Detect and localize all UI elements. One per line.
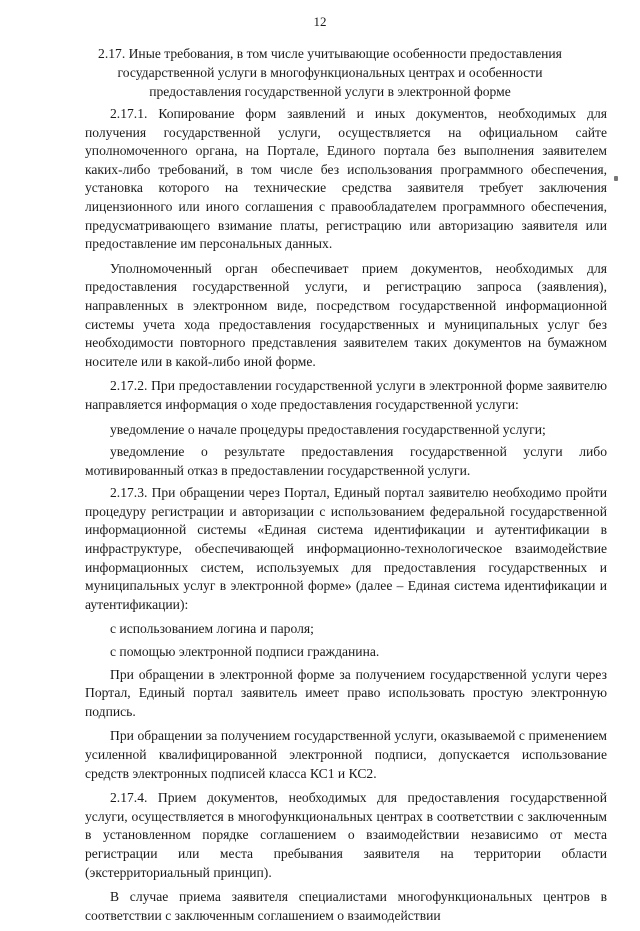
document-body <box>85 105 607 931</box>
list-item-login-password: с использованием логина и пароля; <box>110 621 314 637</box>
paragraph-2-17-1: 2.17.1. Копирование форм заявлений и иных документов, необходимых для получения государственной услуги, осуществляется на официальном сайте уполномоченного органа, на Портале, Единого портала без выполнения заявителем каких-либо требований, в том числе без использования программного обеспечения, установка которого на технические средства заявителя требует заключения лицензионного или иного соглашения с правообладателем программного обеспечения, предусматривающего взимание платы, регистрацию или авторизацию заявителя или предоставление им персональных данных. <box>85 106 607 252</box>
paragraph-qualified-signature: При обращении за получением государственной услуги, оказываемой с применением усиленной квалифицированной электронной подписи, допускается использование средств электронных подписей класса КС1 и КС2. <box>85 728 607 781</box>
paragraph-simple-signature: При обращении в электронной форме за получением государственной услуги через Портал, Единый портал заявитель имеет право использовать простую электронную подпись. <box>85 666 607 719</box>
paragraph-2-17-3: 2.17.3. При обращении через Портал, Единый портал заявителю необходимо пройти процедуру регистрации и авторизации с использованием федеральной государственной информационной системы «Единая система идентификации и аутентификации в инфраструктуре, обеспечивающей информационно-технологическое взаимодействие информационных систем, используемых для предоставления государственных и муниципальных услуг в электронной форме» (далее – Единая система идентификации и аутентификации): <box>85 485 607 612</box>
paragraph-mfc-reception: В случае приема заявителя специалистами многофункциональных центров в соответствии с заключенным соглашением о взаимодействии <box>85 889 607 923</box>
paragraph-2-17-2: 2.17.2. При предоставлении государственной услуги в электронной форме заявителю направляется информация о ходе предоставления государственной услуги: <box>85 378 607 412</box>
list-item-result-notification: уведомление о результате предоставления государственной услуги либо мотивированный отказ в предоставлении государственной услуги. <box>85 444 607 478</box>
list-item-start-notification: уведомление о начале процедуры предоставления государственной услуги; <box>110 421 546 437</box>
scan-mark <box>614 176 618 181</box>
paragraph-authority-reception: Уполномоченный орган обеспечивает прием документов, необходимых для предоставления государственной услуги, и регистрацию запроса (заявления), направленных в электронном виде, посредством государственной информационной системы учета хода предоставления государственных и муниципальных услуг без необходимости повторного представления заявителем таких документов на бумажном носителе или в какой-либо иной форме. <box>85 260 607 369</box>
paragraph-2-17-4: 2.17.4. Прием документов, необходимых для предоставления государственной услуги, осуществляется в многофункциональных центрах в соответствии с заключенным в установленном порядке соглашением о взаимодействии независимо от места регистрации или места пребывания заявителя на территории области (экстерриториальный принцип). <box>85 790 607 880</box>
section-heading: 2.17. Иные требования, в том числе учитывающие особенности предоставления государственной услуги в многофункциональных центрах и особенности предоставления государственной услуги в электронной форме <box>98 46 562 99</box>
page-number: 12 <box>313 14 327 29</box>
list-item-electronic-signature: с помощью электронной подписи гражданина. <box>110 644 380 660</box>
